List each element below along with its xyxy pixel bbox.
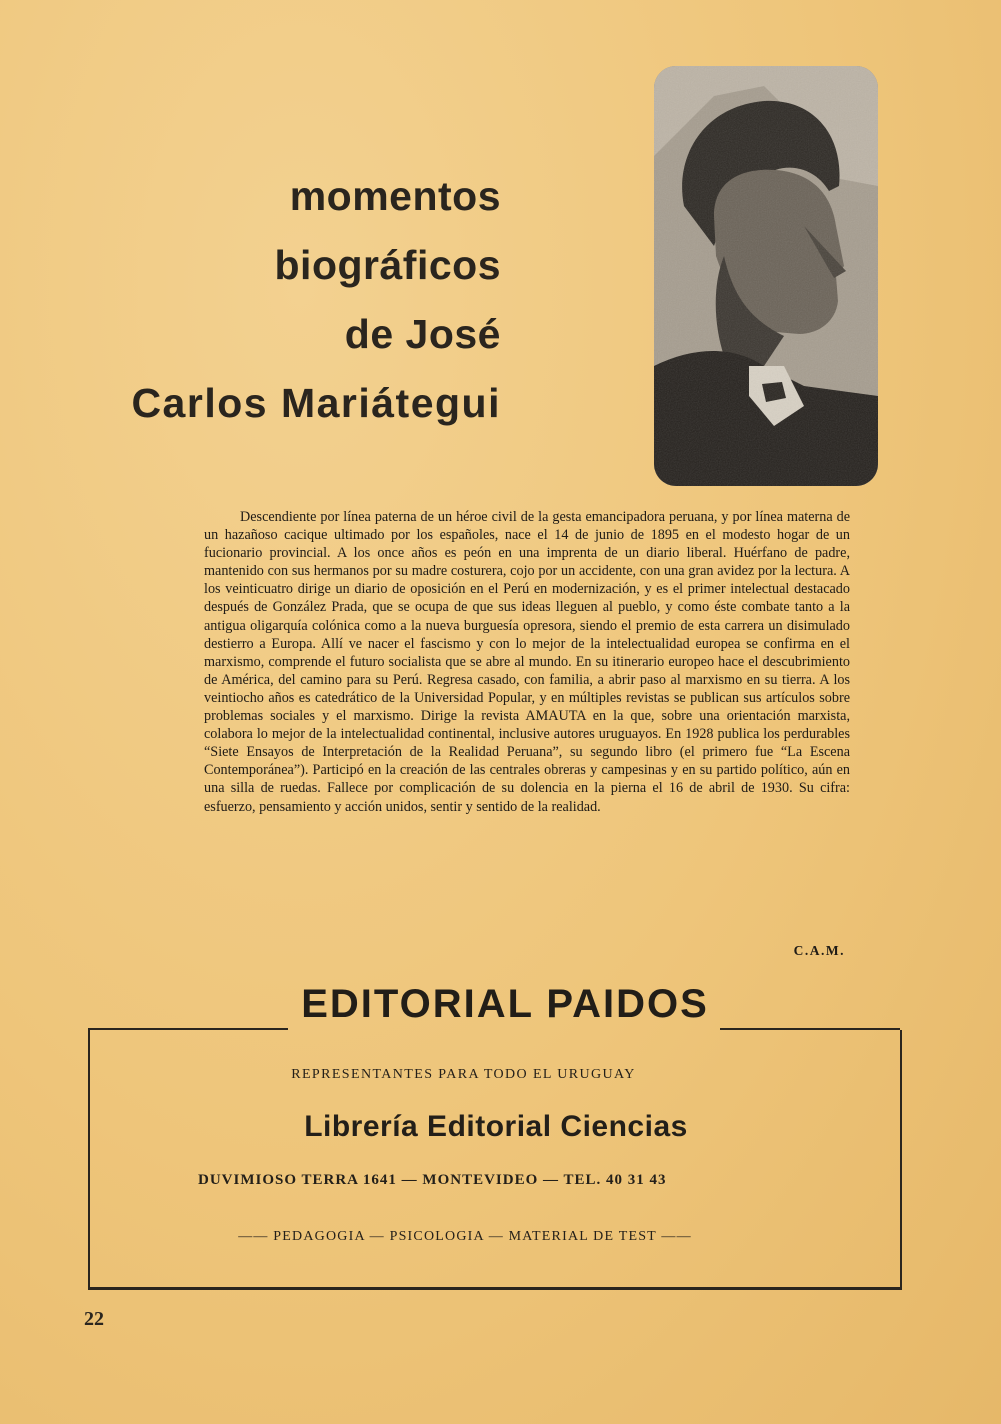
advertisement-header bbox=[88, 982, 900, 1032]
page-number: 22 bbox=[84, 1308, 104, 1330]
title-line-3: de José bbox=[344, 311, 501, 357]
title-line-4: Carlos Mariátegui bbox=[131, 380, 501, 426]
title-line-2: biográficos bbox=[274, 242, 501, 288]
publisher-heading: EDITORIAL PAIDOS bbox=[301, 982, 709, 1026]
author-signature: C.A.M. bbox=[793, 943, 845, 958]
article-body: Descendiente por línea paterna de un héroe civil de la gesta emancipadora peruana, y por línea materna de un hazañoso cacique ultimado por los españoles, nace el 14 de junio de 1895 en el modesto hogar de un fucionario provincial. A los once años es peón en una imprenta de un diario liberal. Huérfano de padre, mantenido con sus hermanos por su madre costurera, cojo por un accidente, con una gran avidez por la lectura. A los veinticuatro dirige un diario de oposición en el Perú en modernización, y es el primer intelectual destacado después de González Prada, que se ocupa de que sus ideas lleguen al pueblo, y como éste combate tanto a la antigua oligarquía colónica como a la nueva burguesía opresora, siendo el premio de esta carrera un disimulado destierro a Europa. Allí ve nacer el fascismo y con lo mejor de la intelectualidad europea se confirma en el marxismo, comprende el futuro socialista que se abre al mundo. En su itinerario europeo hace el descubrimiento de América, del camino para su Perú. Regresa casado, con familia, a abrir paso al marxismo en su tierra. A los veintiocho años es catedrático de la Universidad Popular, y en múltiples revistas se publican sus artículos sobre problemas sociales y el marxismo. Dirige la revista AMAUTA en la que, sobre una orientación marxista, colabora lo mejor de la intelectualidad continental, inclusive autores uruguayos. En 1928 publica los perdurables “Siete Ensayos de Interpretación de la Realidad Peruana”, su segundo libro (el primero fue “La Escena Contemporánea”). Participó en la creación de las centrales obreras y campesinas y en su partido político, aún en una silla de ruedas. Fallece por complicación de su dolencia en la pierna el 16 de abril de 1930. Su cifra: esfuerzo, pensamiento y acción unidos, sentir y sentido de la realidad. bbox=[204, 509, 850, 815]
title-line-1: momentos bbox=[289, 173, 501, 219]
bookstore-name: Librería Editorial Ciencias bbox=[304, 1110, 688, 1143]
representatives-line: REPRESENTANTES PARA TODO EL URUGUAY bbox=[291, 1067, 636, 1082]
bookstore-address: DUVIMIOSO TERRA 1641 — MONTEVIDEO — TEL. 40 31 43 bbox=[198, 1172, 667, 1188]
portrait-illustration bbox=[654, 66, 878, 486]
subjects-line: —— PEDAGOGIA — PSICOLOGIA — MATERIAL DE TEST —— bbox=[238, 1229, 692, 1244]
portrait-photo bbox=[654, 66, 878, 486]
article-title bbox=[131, 162, 501, 438]
